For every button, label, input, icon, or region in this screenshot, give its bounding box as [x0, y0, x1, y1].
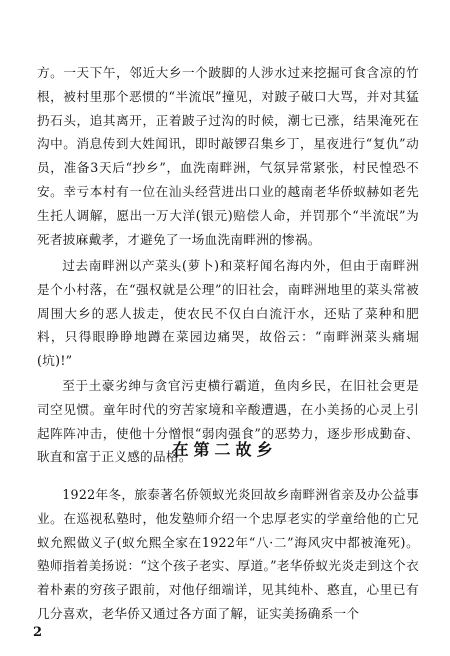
page-number: 2: [33, 625, 43, 640]
paragraph-2-text: 过去南畔洲以产菜头(萝卜)和菜籽闻名海内外，但由于南畔洲是个小村落，在“强权就是公理”的旧社会，南畔洲地里的菜头常被周围大乡的恶人拔走，使农民不仅白白流汗水，还贴了菜种和肥料，只得眼睁睁地蹲在菜园边痛哭，故俗云：“南畔洲菜头痛堀(坑)!”: [37, 258, 419, 369]
paragraph-4-text: 1922年冬，旅泰著名侨领蚁光炎回故乡南畔洲省亲及办公益事业。在巡视私塾时，他发塾师介绍一个忠厚老实的学童给他的亡兄蚁允熙做义子(蚁允熙全家在1922年“八·二”海风灾中都被淹死)。塾师指着美扬说：“这个孩子老实、厚道。”老华侨蚁光炎走到这个衣着朴素的穷孩子跟前，对他仔细端详，见其纯朴、憨直，心里已有几分喜欢，老华侨又通过各方面了解，证实美扬确系一个: [37, 487, 419, 621]
paragraph-3-text: 至于土豪劣绅与贪官污吏横行霸道，鱼肉乡民，在旧社会更是司空见惯。童年时代的穷苦家境和辛酸遭遇，在小美扬的心灵上引起阵阵冲击，使他十分憎恨“弱肉强食”的恶势力，逐步形成勤奋、耿直和富于正义感的品格。: [37, 378, 419, 465]
paragraph-1: [37, 61, 419, 251]
paragraph-1-text: 方。一天下午，邻近大乡一个跛脚的人涉水过来挖掘可食含凉的竹根，被村里那个恶惯的“半流氓”撞见，对跛子破口大骂，并对其猛扔石头，追其离开，正着跛子过沟的时候，潮七已涨，结果淹死在沟中。消息传到大姓闻讯，即时敲锣召集乡丁，星夜进行“复仇”动员，准备3天后“抄乡”，血洗南畔洲，气氛异常紧张，村民惶恐不安。幸亏本村有一位在汕头经营进出口业的越南老华侨蚁赫如老先生托人调解，愿出一万大洋(银元)赔偿人命，并罚那个“半流氓”为死者披麻戴孝，才避免了一场血洗南畔洲的惨祸。: [37, 65, 419, 247]
paragraph-4: [37, 483, 419, 626]
paragraph-2: [37, 254, 419, 373]
section-heading: 在第二故乡: [172, 440, 278, 459]
